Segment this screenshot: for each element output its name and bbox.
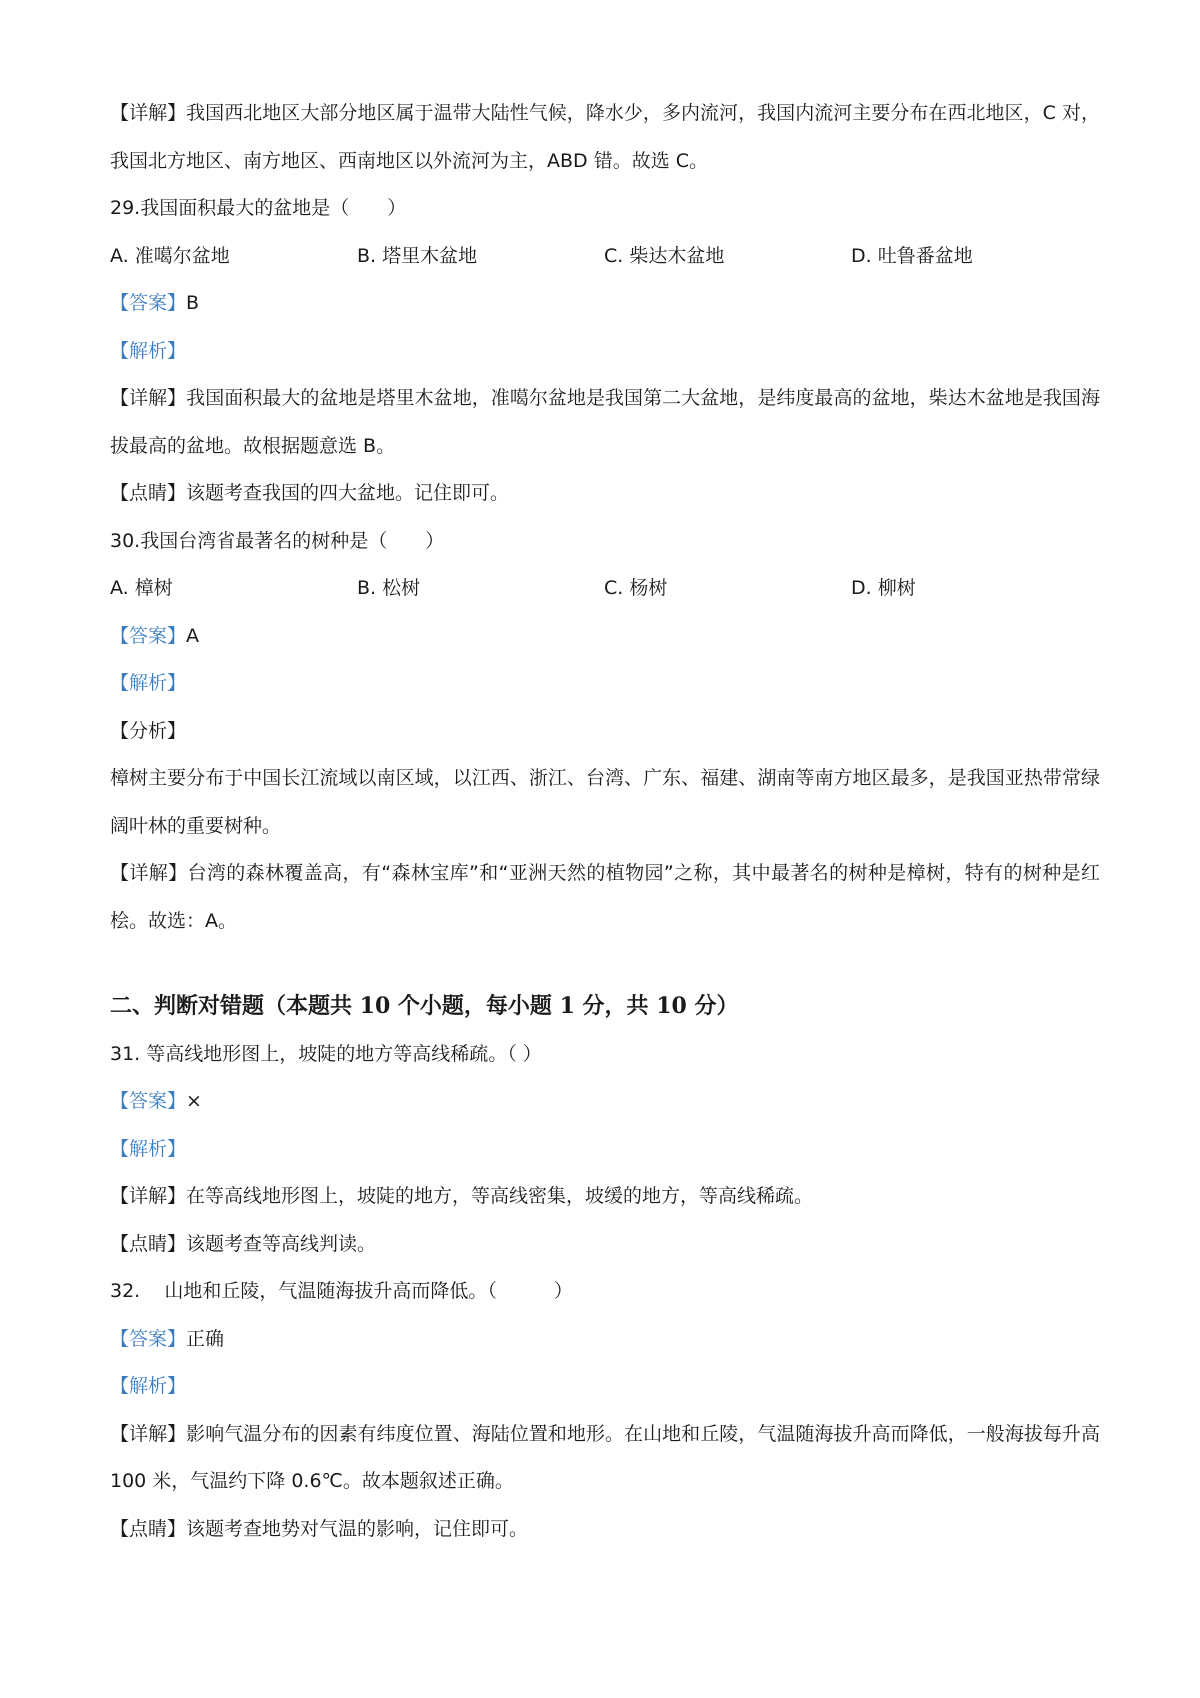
q30-option-c: C. 杨树: [604, 577, 668, 599]
q29-analysis-tag: 【解析】: [110, 339, 187, 362]
detail-text: 在等高线地形图上，坡陡的地方，等高线密集，坡缓的地方，等高线稀疏。: [186, 1185, 814, 1207]
tip-text: 该题考查我国的四大盆地。记住即可。: [186, 482, 510, 504]
q31-detail: [110, 1173, 1100, 1221]
detail-text: 我国面积最大的盆地是塔里木盆地，准噶尔盆地是我国第二大盆地，是纬度最高的盆地，柴达木盆地是我国海拔最高的盆地。故根据题意选 B。: [110, 387, 1100, 457]
q28-detail: [110, 90, 1100, 185]
q30-fenxi-text: 樟树主要分布于中国长江流域以南区域，以江西、浙江、台湾、广东、福建、湖南等南方地区最多，是我国亚热带常绿阔叶林的重要树种。: [110, 767, 1100, 837]
tip-tag: 【点睛】: [110, 1232, 187, 1255]
answer-tag: 【答案】: [110, 1327, 187, 1350]
answer-value: A: [186, 624, 200, 647]
answer-value: B: [186, 292, 200, 314]
section-title: 二、判断对错题（本题共 10 个小题，每小题 1 分，共 10 分）: [110, 993, 739, 1019]
q32-tip: [110, 1506, 1100, 1554]
q29-detail: [110, 375, 1100, 470]
answer-value: 正确: [186, 1327, 225, 1350]
q29-tip: [110, 470, 1100, 518]
q30-option-b: B. 松树: [357, 577, 421, 599]
answer-tag: 【答案】: [110, 624, 187, 647]
detail-text: 影响气温分布的因素有纬度位置、海陆位置和地形。在山地和丘陵，气温随海拔升高而降低，一般海拔每升高 100 米，气温约下降 0.6℃。故本题叙述正确。: [110, 1422, 1100, 1492]
tip-tag: 【点睛】: [110, 1517, 187, 1540]
answer-tag: 【答案】: [110, 1090, 187, 1112]
tip-tag: 【点睛】: [110, 482, 187, 504]
detail-text: 我国西北地区大部分地区属于温带大陆性气候，降水少，多内流河，我国内流河主要分布在西北地区，C 对，我国北方地区、南方地区、西南地区以外流河为主，ABD 错。故选 C。: [110, 102, 1100, 172]
q29-option-b: B. 塔里木盆地: [357, 244, 478, 267]
detail-tag: 【详解】: [110, 1185, 187, 1207]
q31-question: 31. 等高线地形图上，坡陡的地方等高线稀疏。（ ）: [110, 1042, 542, 1065]
q30-answer: [110, 613, 1100, 661]
answer-tag: 【答案】: [110, 292, 187, 314]
detail-tag: 【详解】: [110, 862, 188, 884]
detail-tag: 【详解】: [110, 1422, 187, 1445]
q32-detail: [110, 1411, 1100, 1506]
q29-options: [110, 233, 1100, 281]
detail-tag: 【详解】: [110, 387, 187, 409]
q30-fenxi-tag: 【分析】: [110, 719, 187, 742]
q32-analysis-tag: 【解析】: [110, 1375, 187, 1397]
q29-question: 29.我国面积最大的盆地是（ ）: [110, 197, 407, 219]
q32-question: 32. 山地和丘陵，气温随海拔升高而降低。（ ）: [110, 1280, 573, 1302]
detail-tag: 【详解】: [110, 102, 187, 124]
answer-value: ×: [186, 1090, 202, 1112]
q29-option-a: A. 准噶尔盆地: [110, 244, 230, 267]
tip-text: 该题考查等高线判读。: [186, 1232, 377, 1255]
q29-option-d: D. 吐鲁番盆地: [851, 244, 973, 267]
q30-analysis-tag: 【解析】: [110, 672, 187, 694]
q31-answer: [110, 1078, 1100, 1126]
q30-question: 30.我国台湾省最著名的树种是（ ）: [110, 529, 445, 552]
q30-options: [110, 565, 1100, 613]
q29-answer: [110, 280, 1100, 328]
q30-option-d: D. 柳树: [851, 577, 916, 599]
q32-answer: [110, 1316, 1100, 1364]
q29-option-c: C. 柴达木盆地: [604, 244, 725, 267]
q30-detail: [110, 850, 1100, 945]
q31-tip: [110, 1221, 1100, 1269]
document-page: [110, 90, 1100, 1553]
detail-text: 台湾的森林覆盖高，有“森林宝库”和“亚洲天然的植物园”之称，其中最著名的树种是樟树，特有的树种是红桧。故选：A。: [110, 862, 1100, 932]
q31-analysis-tag: 【解析】: [110, 1137, 187, 1160]
tip-text: 该题考查地势对气温的影响，记住即可。: [186, 1517, 529, 1540]
q30-option-a: A. 樟树: [110, 577, 173, 599]
